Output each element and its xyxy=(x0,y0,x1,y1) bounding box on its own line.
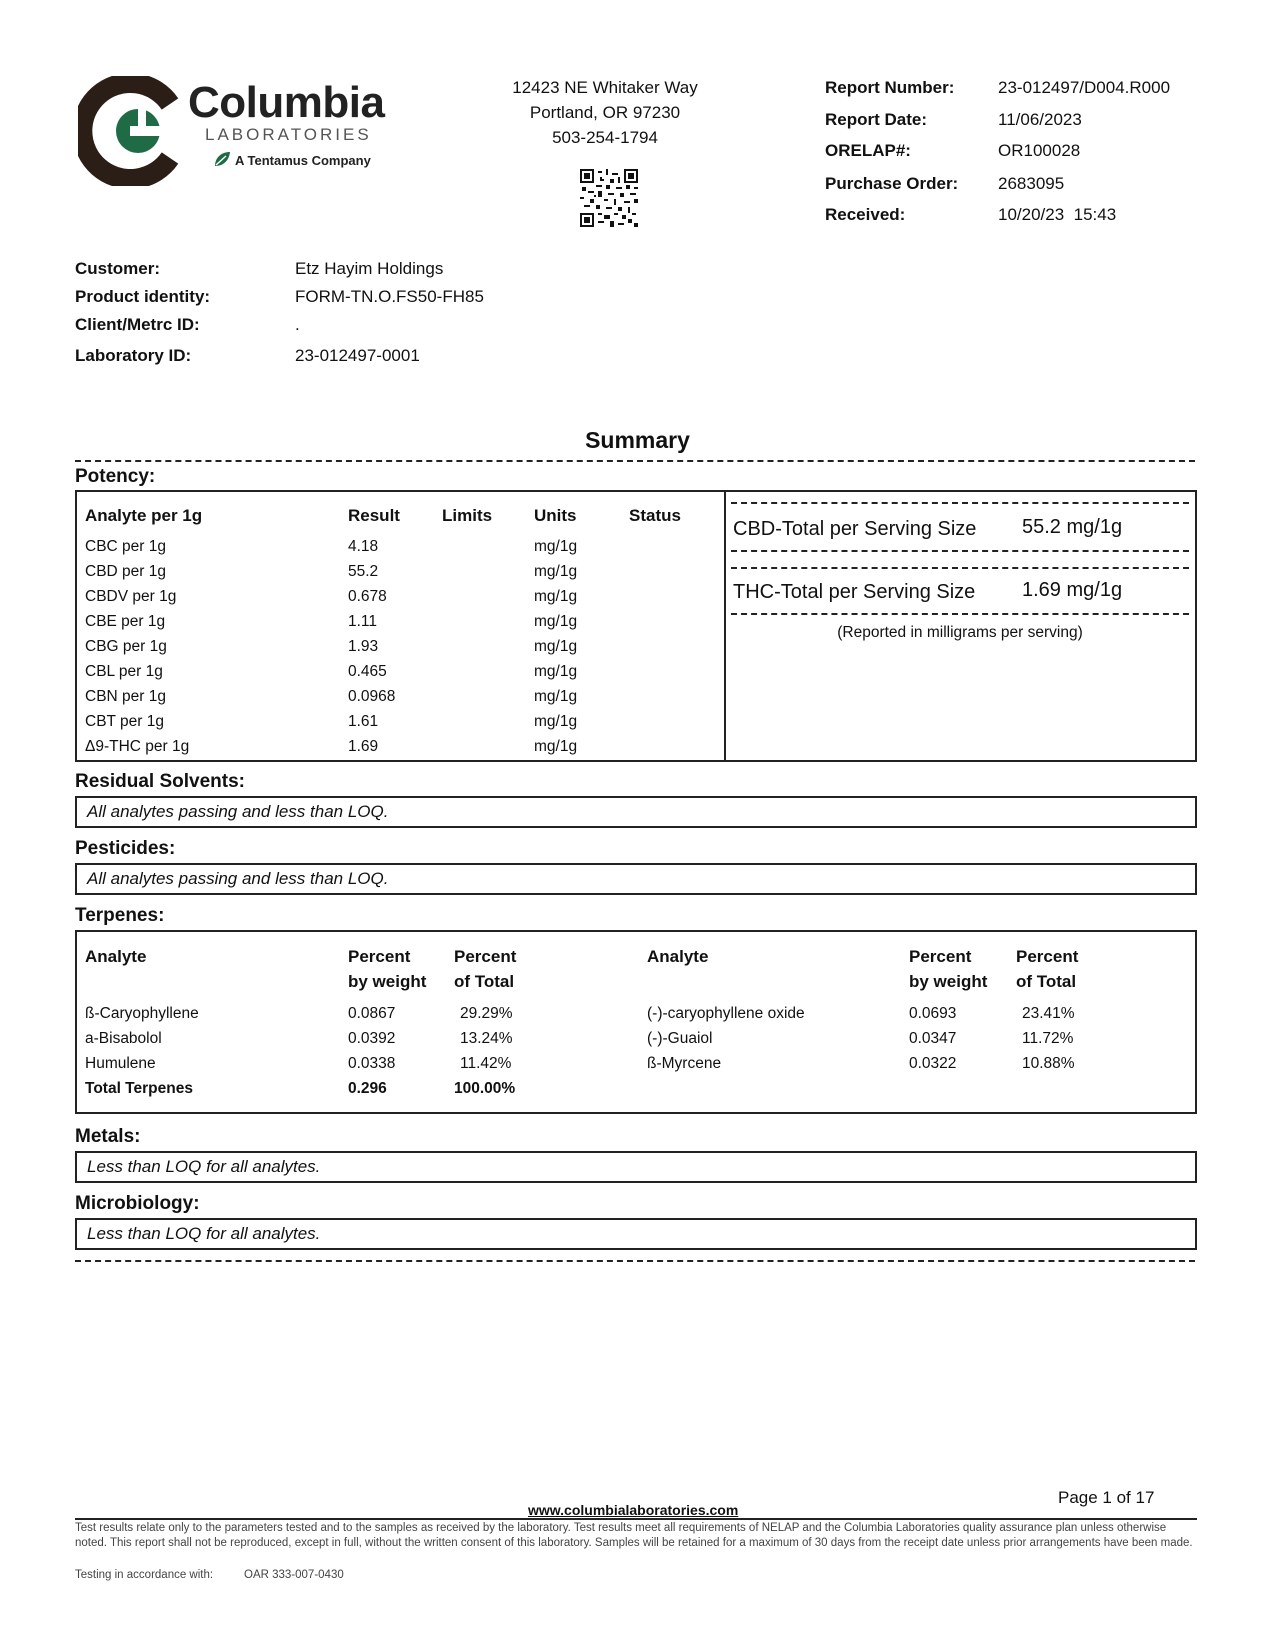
potency-row-units: mg/1g xyxy=(534,713,578,730)
website-link[interactable]: www.columbialaboratories.com xyxy=(528,1502,739,1518)
terpene-total: 11.72% xyxy=(1022,1030,1074,1047)
terpene-total: 29.29% xyxy=(460,1005,513,1022)
potency-row-units: mg/1g xyxy=(534,663,578,680)
potency-row-units: mg/1g xyxy=(534,588,578,605)
metals-heading: Metals: xyxy=(75,1126,141,1147)
terpene-analyte: ß-Myrcene xyxy=(647,1055,722,1072)
potency-row-units: mg/1g xyxy=(534,538,578,555)
potency-col-analyte: Analyte per 1g xyxy=(85,506,203,525)
terpene-weight: 0.0867 xyxy=(348,1005,396,1022)
terpene-weight: 0.0322 xyxy=(909,1055,957,1072)
columbia-logo-mark xyxy=(78,76,188,186)
terpene-analyte: (-)-Guaiol xyxy=(647,1030,713,1047)
received-label: Received: xyxy=(825,205,906,224)
cbd-serving-value: 55.2 mg/1g xyxy=(1022,516,1123,538)
potency-row-units: mg/1g xyxy=(534,563,578,580)
potency-row-result: 55.2 xyxy=(348,563,379,580)
address-line-2: Portland, OR 97230 xyxy=(529,103,681,122)
serving-dash-2 xyxy=(731,550,1189,552)
potency-row-units: mg/1g xyxy=(534,738,578,755)
microbiology-heading: Microbiology: xyxy=(75,1193,200,1214)
terpenes-col-total-left-1: Percent xyxy=(454,947,517,966)
pesticides-box xyxy=(75,863,1197,895)
potency-row-result: 0.0968 xyxy=(348,688,396,705)
potency-row-units: mg/1g xyxy=(534,638,578,655)
logo-wordmark: Columbia xyxy=(188,78,385,127)
terpenes-col-weight-right-1: Percent xyxy=(909,947,972,966)
potency-row-analyte: CBD per 1g xyxy=(85,563,166,580)
potency-col-result: Result xyxy=(348,506,400,525)
total-terpenes-label: Total Terpenes xyxy=(85,1080,193,1097)
potency-row-result: 1.11 xyxy=(348,613,378,630)
potency-col-limits: Limits xyxy=(442,506,493,525)
terpene-analyte: Humulene xyxy=(85,1055,156,1072)
potency-row-analyte: CBL per 1g xyxy=(85,663,163,680)
terpene-analyte: (-)-caryophyllene oxide xyxy=(647,1005,805,1022)
terpene-total: 11.42% xyxy=(460,1055,512,1072)
residual-solvents-box xyxy=(75,796,1197,828)
potency-row-analyte: CBC per 1g xyxy=(85,538,166,555)
received-value: 10/20/23 15:43 xyxy=(998,205,1117,224)
potency-divider xyxy=(724,492,726,760)
thc-serving-value: 1.69 mg/1g xyxy=(1022,579,1123,601)
pesticides-heading: Pesticides: xyxy=(75,838,176,859)
summary-title: Summary xyxy=(585,427,690,453)
potency-row-analyte: CBN per 1g xyxy=(85,688,166,705)
purchase-order-label: Purchase Order: xyxy=(825,174,959,193)
potency-row-result: 1.69 xyxy=(348,738,379,755)
total-terpenes-weight: 0.296 xyxy=(348,1080,387,1097)
terpenes-col-weight-left-2: by weight xyxy=(348,972,427,991)
potency-row-analyte: Δ9-THC per 1g xyxy=(85,738,190,755)
terpenes-col-total-right-1: Percent xyxy=(1016,947,1079,966)
potency-box xyxy=(75,490,1197,762)
metals-box xyxy=(75,1151,1197,1183)
customer-label: Customer: xyxy=(75,259,161,278)
terpenes-box xyxy=(75,930,1197,1114)
potency-row-units: mg/1g xyxy=(534,613,578,630)
residual-solvents-text: All analytes passing and less than LOQ. xyxy=(87,802,389,821)
report-date-value: 11/06/2023 xyxy=(998,110,1082,129)
terpenes-col-total-right-2: of Total xyxy=(1016,972,1077,991)
potency-row-result: 4.18 xyxy=(348,538,379,555)
serving-dash-4 xyxy=(731,613,1189,615)
terpenes-heading: Terpenes: xyxy=(75,905,165,926)
orelap-label: ORELAP#: xyxy=(825,141,911,160)
summary-divider-top xyxy=(75,460,1195,462)
orelap-value: OR100028 xyxy=(998,141,1081,160)
potency-row-result: 1.61 xyxy=(348,713,379,730)
metals-text: Less than LOQ for all analytes. xyxy=(87,1157,321,1176)
potency-heading: Potency: xyxy=(75,466,156,487)
report-date-label: Report Date: xyxy=(825,110,928,129)
terpenes-col-weight-left-1: Percent xyxy=(348,947,411,966)
microbiology-text: Less than LOQ for all analytes. xyxy=(87,1224,321,1243)
terpene-total: 23.41% xyxy=(1022,1005,1075,1022)
serving-note: (Reported in milligrams per serving) xyxy=(837,624,1083,641)
logo-subtitle: LABORATORIES xyxy=(205,125,372,144)
footer-disclaimer: Test results relate only to the parameters tested and to the samples as received by the laboratory. Test results meet all requirements of NELAP and the Columbia Laboratories quality assurance plan unless otherwise noted. This report shall not be reproduced, except in full, without the written consent of this laboratory. Samples will be retained for a maximum of 30 days from the receipt date unless prior arrangements have been made. xyxy=(75,1522,1193,1549)
potency-row-analyte: CBE per 1g xyxy=(85,613,166,630)
serving-dash-3 xyxy=(731,567,1189,569)
potency-row-analyte: CBT per 1g xyxy=(85,713,164,730)
terpene-total: 10.88% xyxy=(1022,1055,1075,1072)
terpenes-col-weight-right-2: by weight xyxy=(909,972,988,991)
testing-label: Testing in accordance with: xyxy=(75,1569,214,1581)
purchase-order-value: 2683095 xyxy=(998,174,1065,193)
qr-code-icon xyxy=(580,169,638,227)
total-terpenes-total: 100.00% xyxy=(454,1080,516,1097)
terpene-weight: 0.0392 xyxy=(348,1030,396,1047)
microbiology-box xyxy=(75,1218,1197,1250)
logo-tagline: A Tentamus Company xyxy=(235,153,371,168)
terpenes-col-analyte-left: Analyte xyxy=(85,947,147,966)
cbd-serving-label: CBD-Total per Serving Size xyxy=(733,518,977,540)
potency-row-result: 1.93 xyxy=(348,638,379,655)
thc-serving-label: THC-Total per Serving Size xyxy=(733,581,976,603)
summary-divider-bottom xyxy=(75,1260,1195,1262)
pesticides-text: All analytes passing and less than LOQ. xyxy=(87,869,389,888)
potency-row-analyte: CBDV per 1g xyxy=(85,588,177,605)
potency-col-units: Units xyxy=(534,506,577,525)
potency-row-result: 0.678 xyxy=(348,588,387,605)
terpene-analyte: a-Bisabolol xyxy=(85,1030,162,1047)
product-identity-value: FORM-TN.O.FS50-FH85 xyxy=(295,287,484,306)
serving-dash-1 xyxy=(731,502,1189,504)
potency-row-analyte: CBG per 1g xyxy=(85,638,167,655)
product-identity-label: Product identity: xyxy=(75,287,211,306)
terpene-analyte: ß-Caryophyllene xyxy=(85,1005,199,1022)
report-number-value: 23-012497/D004.R000 xyxy=(998,78,1171,97)
report-number-label: Report Number: xyxy=(825,78,955,97)
client-metrc-id-value: . xyxy=(295,315,300,334)
client-metrc-id-label: Client/Metrc ID: xyxy=(75,315,200,334)
laboratory-id-label: Laboratory ID: xyxy=(75,346,192,365)
terpene-total: 13.24% xyxy=(460,1030,513,1047)
laboratory-id-value: 23-012497-0001 xyxy=(295,346,420,365)
terpene-weight: 0.0693 xyxy=(909,1005,957,1022)
customer-value: Etz Hayim Holdings xyxy=(295,259,444,278)
terpenes-col-analyte-right: Analyte xyxy=(647,947,709,966)
address-phone: 503-254-1794 xyxy=(552,128,658,147)
testing-value: OAR 333-007-0430 xyxy=(244,1569,344,1581)
potency-row-units: mg/1g xyxy=(534,688,578,705)
terpene-weight: 0.0347 xyxy=(909,1030,957,1047)
tentamus-leaf-icon xyxy=(212,149,232,169)
footer-rule xyxy=(75,1518,1197,1520)
terpenes-col-total-left-2: of Total xyxy=(454,972,515,991)
potency-col-status: Status xyxy=(629,506,681,525)
potency-row-result: 0.465 xyxy=(348,663,387,680)
address-line-1: 12423 NE Whitaker Way xyxy=(512,78,698,97)
residual-solvents-heading: Residual Solvents: xyxy=(75,771,245,792)
page-number: Page 1 of 17 xyxy=(1058,1488,1155,1507)
terpene-weight: 0.0338 xyxy=(348,1055,396,1072)
